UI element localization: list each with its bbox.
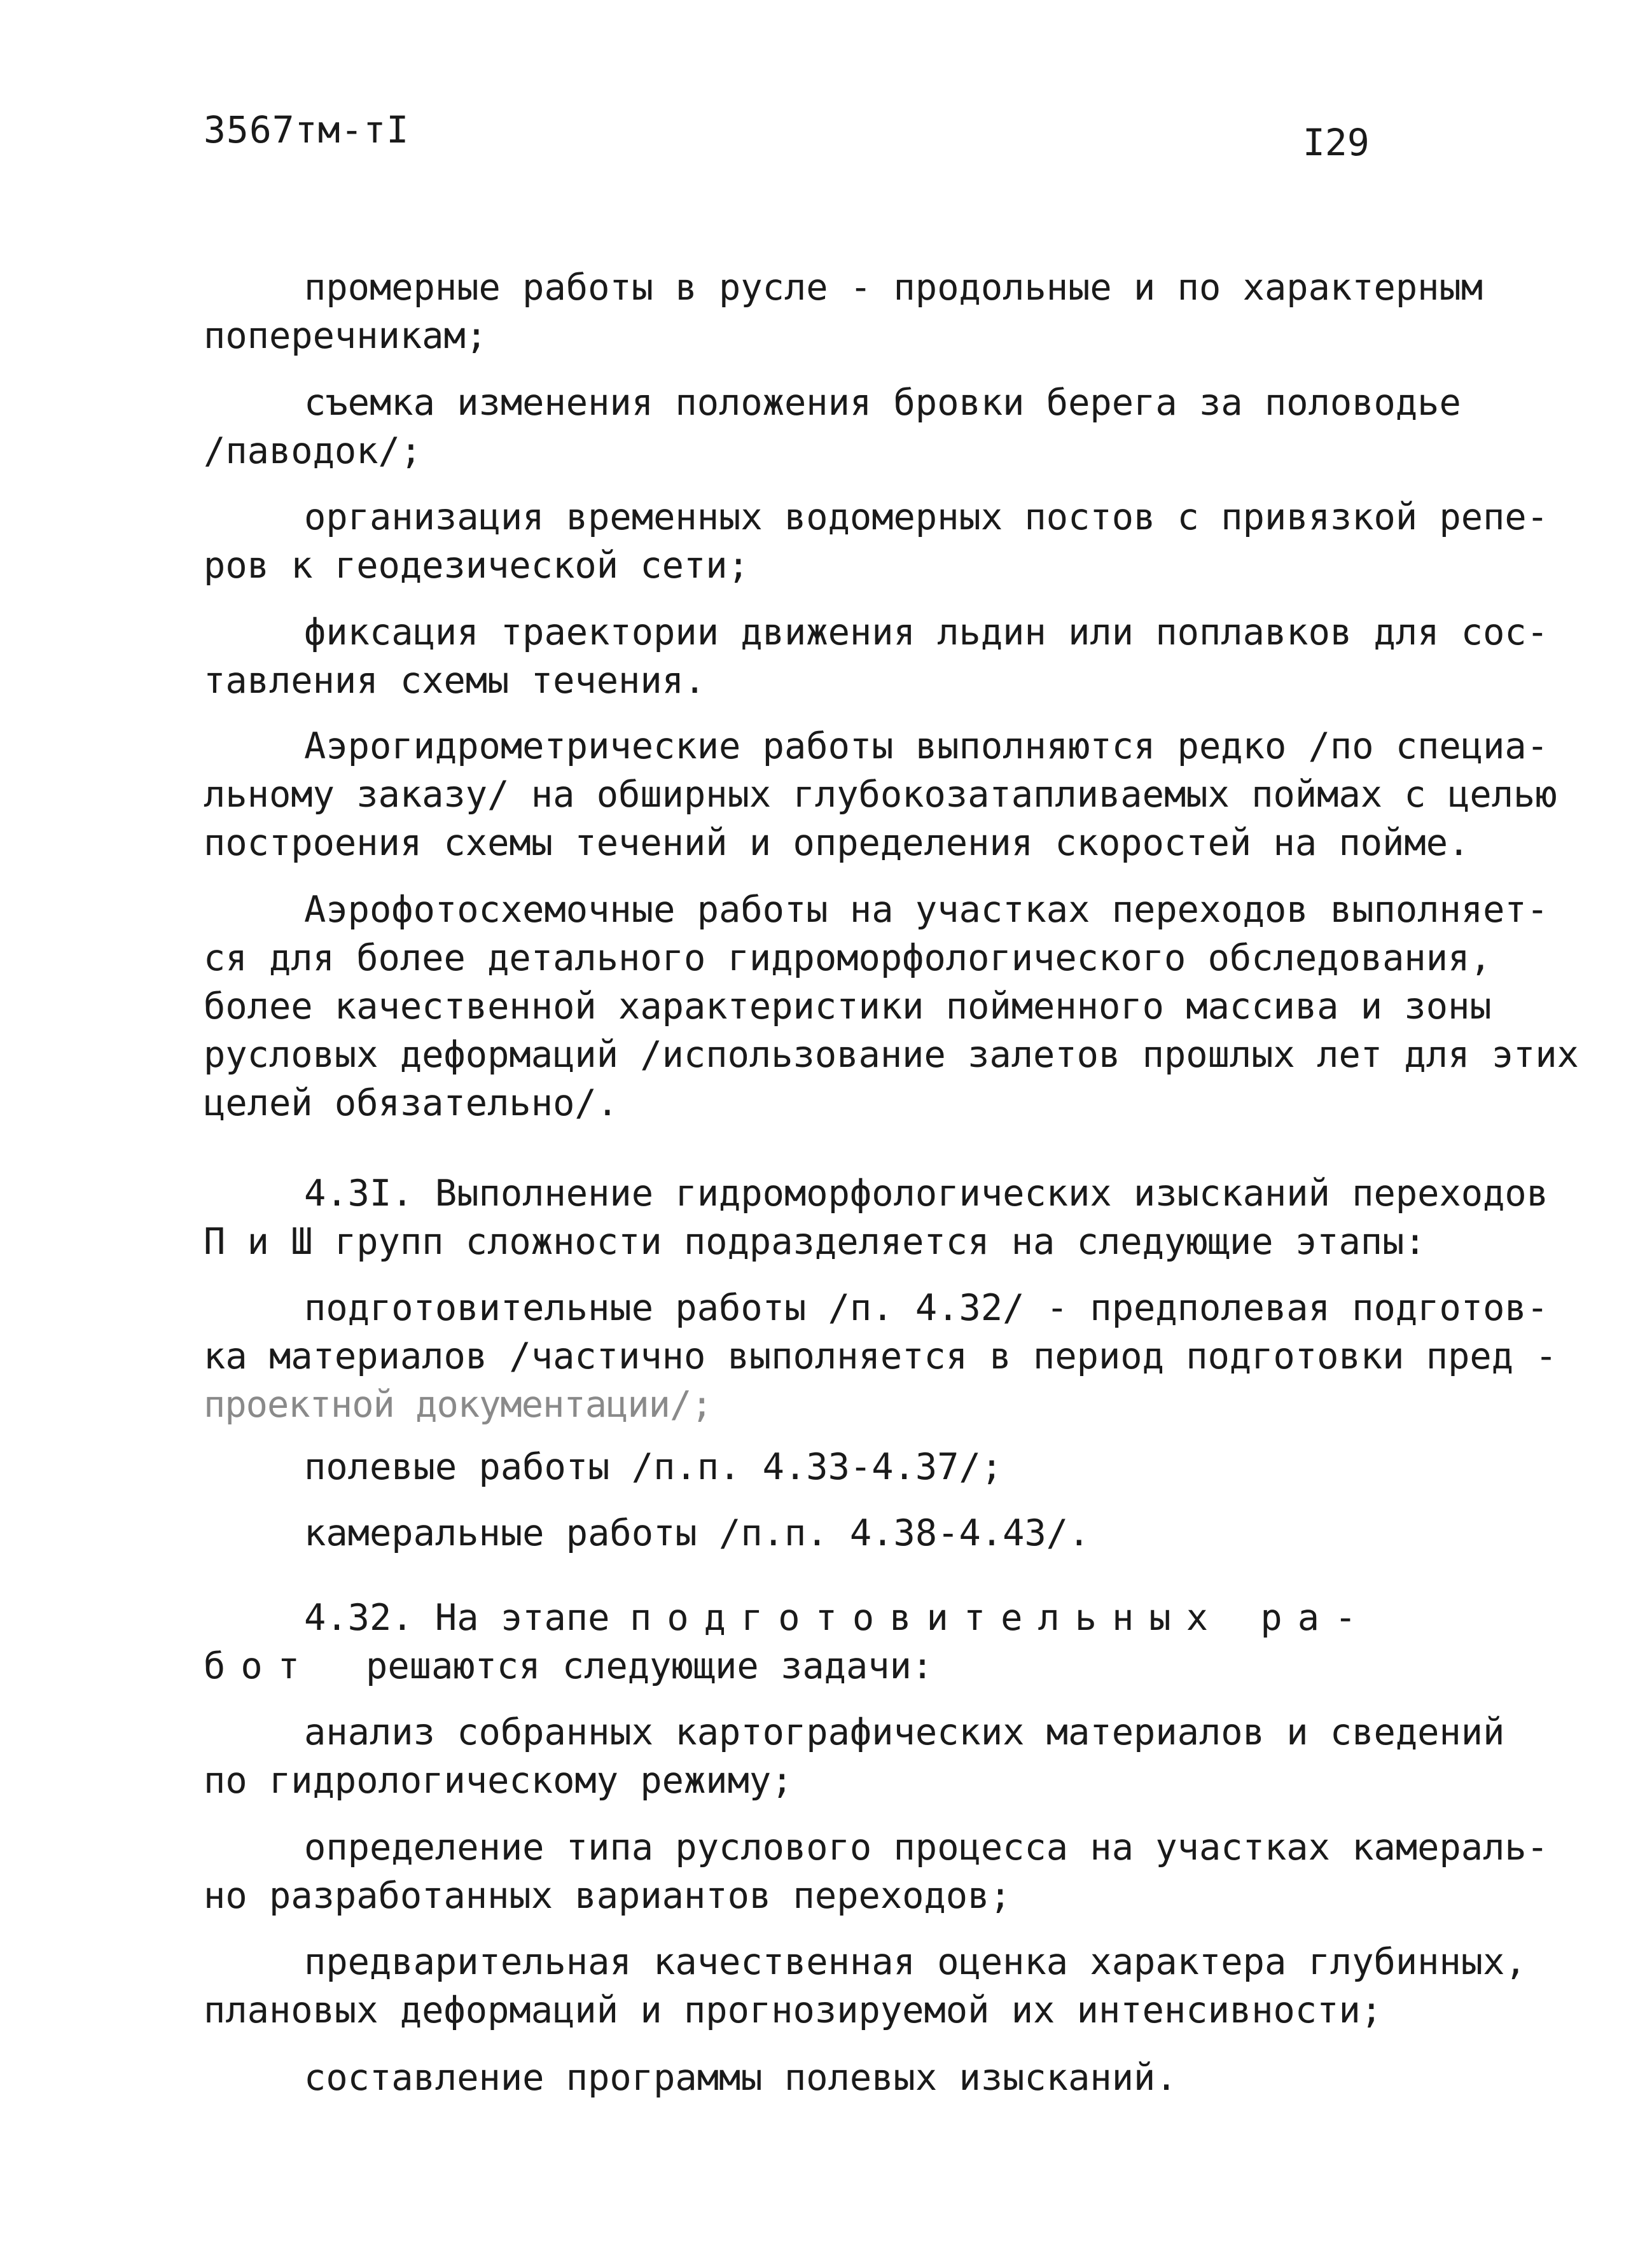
page-number: I29 <box>1303 121 1370 164</box>
text-line-faded: проектной документации/; <box>204 1384 712 1426</box>
text-line: льному заказу/ на обширных глубокозатапливаемых поймах с целью <box>204 774 1557 816</box>
spaced-term: подготовительных ра- <box>630 1597 1372 1639</box>
document-code: 3567тм-тI <box>204 108 410 151</box>
text-line: Аэрофотосхемочные работы на участках переходов выполняет- <box>304 889 1549 931</box>
text-line: ров к геодезической сети; <box>204 545 749 587</box>
text-line: П и Ш групп сложности подразделяется на следующие этапы: <box>204 1221 1426 1263</box>
text-line: организация временных водомерных постов с привязкой репе- <box>304 496 1549 538</box>
text-line: промерные работы в русле - продольные и по характерным <box>304 267 1483 309</box>
text-line: поперечникам; <box>204 315 488 357</box>
text-line: тавления схемы течения. <box>204 660 706 702</box>
section-line-start: 4.32. На этапе <box>304 1597 610 1639</box>
text-line: предварительная качественная оценка характера глубинных, <box>304 1941 1527 1983</box>
text-line: построения схемы течений и определения скоростей на пойме. <box>204 822 1470 864</box>
text-line: составление программы полевых изысканий. <box>304 2057 1177 2099</box>
text-line: плановых деформаций и прогнозируемой их интенсивности; <box>204 1989 1383 2031</box>
section-line: 4.3I. Выполнение гидроморфологических изысканий переходов <box>304 1172 1549 1214</box>
spaced-term-end: бот <box>204 1645 315 1687</box>
text-line: фиксация траектории движения льдин или поплавков для сос- <box>304 611 1549 653</box>
text-line: определение типа руслового процесса на участках камераль- <box>304 1826 1549 1868</box>
text-line: полевые работы /п.п. 4.33-4.37/; <box>304 1446 1003 1488</box>
text-line: более качественной характеристики пойменного массива и зоны <box>204 985 1492 1027</box>
text-line: съемка изменения положения бровки берега за половодье <box>304 382 1461 424</box>
text-line: решаются следующие задачи: <box>366 1645 934 1687</box>
text-line: ся для более детального гидроморфологического обследования, <box>204 937 1492 979</box>
text-line: Аэрогидрометрические работы выполняются редко /по специа- <box>304 725 1549 767</box>
text-line: /паводок/; <box>204 430 422 472</box>
text-line: русловых деформаций /использование залетов прошлых лет для этих <box>204 1034 1579 1076</box>
text-line: ка материалов /частично выполняется в период подготовки пред - <box>204 1335 1557 1377</box>
text-line: но разработанных вариантов переходов; <box>204 1875 1011 1917</box>
text-line: по гидрологическому режиму; <box>204 1760 793 1802</box>
text-line: анализ собранных картографических материалов и сведений <box>304 1711 1505 1753</box>
text-line: камеральные работы /п.п. 4.38-4.43/. <box>304 1512 1090 1554</box>
text-line: целей обязательно/. <box>204 1082 619 1124</box>
text-line: подготовительные работы /п. 4.32/ - предполевая подготов- <box>304 1287 1549 1329</box>
